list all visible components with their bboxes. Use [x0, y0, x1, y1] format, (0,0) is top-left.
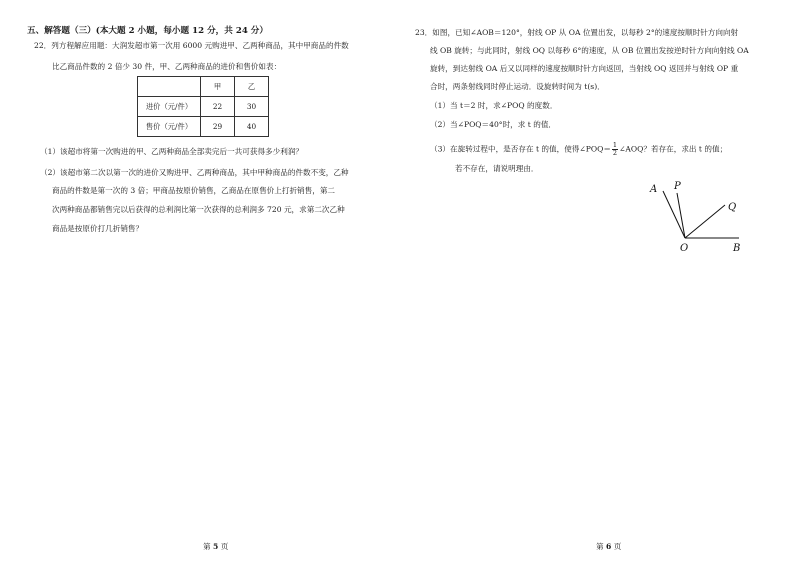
page-number-6 [596, 541, 621, 552]
q22-part2-line-2: 商品的件数是第一次的 3 倍；甲商品按原价销售，乙商品在原售价上打折销售，第二 [52, 186, 336, 195]
q23-part2: （2）当∠POQ＝40°时，求 t 的值． [430, 120, 557, 129]
page-number-5 [203, 541, 228, 552]
label-q: Q [728, 202, 737, 213]
footer-number: 5 [213, 542, 219, 551]
table-header-cell: 甲 [201, 77, 235, 97]
q23-line-2: 线 OB 旋转；与此同时，射线 OQ 以每秒 6°的速度，从 OB 位置出发按逆时针方向向射线 OA [430, 46, 749, 55]
label-a: A [650, 184, 658, 195]
q23-line-1: 23．如图，已知∠AOB＝120°，射线 OP 从 OA 位置出发，以每秒 2°的速度按顺时针方向向射 [415, 28, 739, 37]
label-b: B [733, 243, 741, 254]
table-cell: 40 [235, 117, 269, 137]
fraction-numerator: 1 [612, 141, 618, 149]
q22-part2-line-1: （2）该超市第二次以第一次的进价又购进甲、乙两种商品，其中甲种商品的件数不变，乙种 [40, 168, 349, 177]
q22-part1: （1）该超市将第一次购进的甲、乙两种商品全部卖完后一共可获得多少利润？ [40, 147, 304, 156]
footer-prefix: 第 [596, 542, 607, 551]
footer-suffix: 页 [218, 542, 229, 551]
table-cell: 29 [201, 117, 235, 137]
table-header-cell [138, 77, 201, 97]
table-cell: 售价（元/件） [138, 117, 201, 137]
table-cell: 30 [235, 97, 269, 117]
footer-prefix: 第 [203, 542, 214, 551]
q22-part2-line-3: 次两种商品都销售完以后获得的总利润比第一次获得的总利润多 720 元，求第二次乙种 [52, 205, 345, 214]
ray-oa [663, 191, 685, 238]
table-cell: 22 [201, 97, 235, 117]
footer-number: 6 [606, 542, 612, 551]
q23-part3-b: ∠AOQ？若存在，求出 t 的值； [619, 144, 728, 154]
table-header-row [138, 77, 269, 97]
table-cell: 进价（元/件） [138, 97, 201, 117]
ray-oq [685, 205, 725, 238]
price-table [137, 76, 269, 137]
ray-op [677, 193, 685, 238]
q23-line-3: 旋转，到达射线 OA 后又以同样的速度按顺时针方向返回，当射线 OQ 返回并与射线 OP 重 [430, 64, 739, 73]
table-row [138, 97, 269, 117]
fraction-denominator: 2 [612, 149, 618, 157]
q22-part2-line-4: 商品是按原价打几折销售？ [52, 224, 144, 233]
table-header-cell: 乙 [235, 77, 269, 97]
q23-part3 [430, 142, 727, 157]
label-p: P [674, 181, 681, 192]
fraction [612, 142, 618, 157]
q22-line-2: 比乙商品件数的 2 倍少 30 件，甲、乙两种商品的进价和售价如表： [52, 62, 282, 71]
q23-part3-c: 若不存在，请说明理由． [455, 164, 539, 173]
q23-part1: （1）当 t＝2 时，求∠POQ 的度数． [430, 101, 558, 110]
footer-suffix: 页 [611, 542, 622, 551]
section-title: 五、解答题（三）(本大题 2 小题，每小题 12 分，共 24 分） [27, 26, 268, 36]
q22-line-1: 22．列方程解应用题：大润发超市第一次用 6000 元购进甲、乙两种商品，其中甲商品的件数 [34, 41, 349, 50]
angle-diagram [644, 180, 754, 258]
table-row [138, 117, 269, 137]
q23-part3-a: （3）在旋转过程中，是否存在 t 的值，使得∠POQ＝ [430, 144, 611, 154]
label-o: O [680, 243, 689, 254]
q23-line-4: 合时，两条射线同时停止运动．设旋转时间为 t(s)． [430, 82, 605, 91]
